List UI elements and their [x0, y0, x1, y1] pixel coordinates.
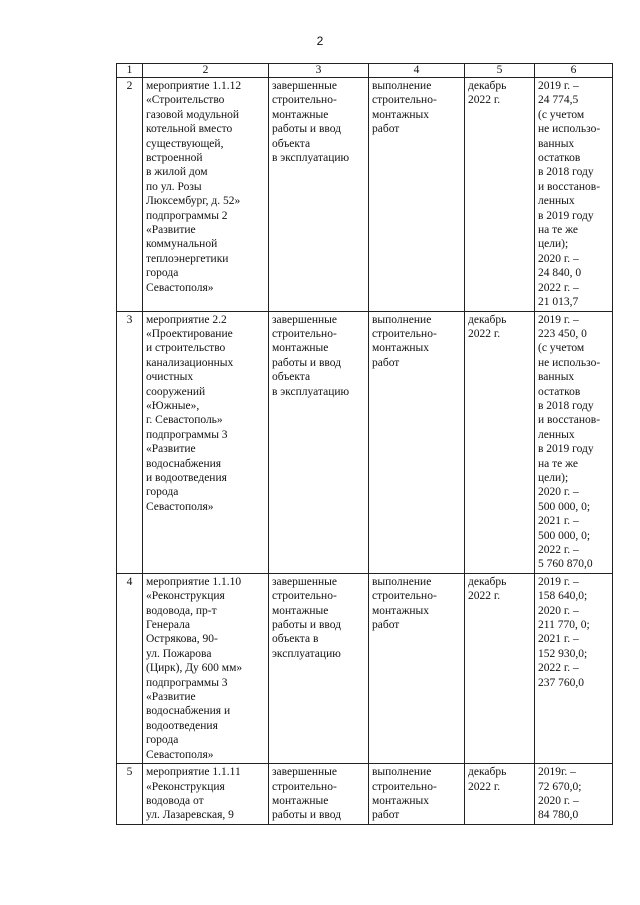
program-table — [116, 63, 613, 825]
row-number: 3 — [117, 311, 143, 573]
stage-cell: выполнение строительно- монтажных работ — [369, 764, 465, 825]
table-row — [117, 78, 613, 312]
event-cell: мероприятие 1.1.12 «Строительство газовой модульной котельной вместо существующей, встроенной в жилой дом по ул. Розы Люксембург, д. 52» подпрограммы 2 «Развитие коммунальной теплоэнергетики города Севастополя» — [143, 78, 269, 312]
event-cell: мероприятие 1.1.10 «Реконструкция водовода, пр-т Генерала Острякова, 90- ул. Пожарова (Цирк), Ду 600 мм» подпрограммы 3 «Развитие водоснабжения и водоотведения города Севастополя» — [143, 573, 269, 763]
result-cell: завершенные строительно- монтажные работы и ввод объекта в эксплуатацию — [269, 78, 369, 312]
funding-cell: 2019 г. – 158 640,0; 2020 г. – 211 770, 0; 2021 г. – 152 930,0; 2022 г. – 237 760,0 — [535, 573, 613, 763]
row-number: 5 — [117, 764, 143, 825]
column-header: 5 — [465, 64, 535, 78]
deadline-cell: декабрь 2022 г. — [465, 78, 535, 312]
event-cell: мероприятие 1.1.11 «Реконструкция водовода от ул. Лазаревская, 9 — [143, 764, 269, 825]
funding-cell: 2019 г. – 223 450, 0 (с учетом не использо- ванных остатков в 2018 году и восстанов- ленных в 2019 году на те же цели); 2020 г. – 500 000, 0; 2021 г. – 500 000, 0; 2022 г. – 5 760 870,0 — [535, 311, 613, 573]
column-header: 4 — [369, 64, 465, 78]
table-header-row — [117, 64, 613, 78]
funding-cell: 2019 г. – 24 774,5 (с учетом не использо- ванных остатков в 2018 году и восстанов- ленных в 2019 году на те же цели); 2020 г. – 24 840, 0 2022 г. – 21 013,7 — [535, 78, 613, 312]
deadline-cell: декабрь 2022 г. — [465, 764, 535, 825]
event-cell: мероприятие 2.2 «Проектирование и строительство канализационных очистных сооружений «Южные», г. Севастополь» подпрограммы 3 «Развитие водоснабжения и водоотведения города Севастополя» — [143, 311, 269, 573]
result-cell: завершенные строительно- монтажные работы и ввод объекта в эксплуатацию — [269, 573, 369, 763]
table-row — [117, 764, 613, 825]
deadline-cell: декабрь 2022 г. — [465, 573, 535, 763]
stage-cell: выполнение строительно- монтажных работ — [369, 311, 465, 573]
column-header: 1 — [117, 64, 143, 78]
stage-cell: выполнение строительно- монтажных работ — [369, 573, 465, 763]
page-number: 2 — [316, 34, 324, 48]
column-header: 6 — [535, 64, 613, 78]
table-row — [117, 311, 613, 573]
row-number: 4 — [117, 573, 143, 763]
result-cell: завершенные строительно- монтажные работы и ввод объекта в эксплуатацию — [269, 311, 369, 573]
table-row — [117, 573, 613, 763]
column-header: 2 — [143, 64, 269, 78]
result-cell: завершенные строительно- монтажные работы и ввод — [269, 764, 369, 825]
deadline-cell: декабрь 2022 г. — [465, 311, 535, 573]
column-header: 3 — [269, 64, 369, 78]
funding-cell: 2019г. – 72 670,0; 2020 г. – 84 780,0 — [535, 764, 613, 825]
stage-cell: выполнение строительно- монтажных работ — [369, 78, 465, 312]
row-number: 2 — [117, 78, 143, 312]
